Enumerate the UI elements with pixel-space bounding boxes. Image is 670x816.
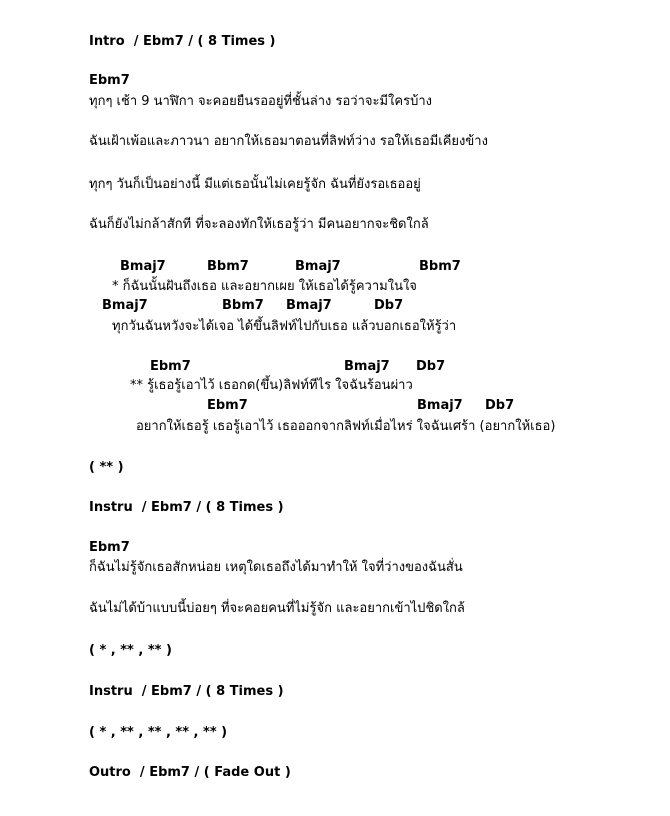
chorus-chord: Db7 bbox=[485, 398, 515, 413]
chorus-lyric-2: อยากให้เธอรู้ เธอรู้เอาไว้ เธอออกจากลิฟท์เมื่อไหร่ ใจฉันเศร้า (อยากให้เธอ) bbox=[136, 419, 556, 434]
prechorus-chord: Bbm7 bbox=[222, 298, 264, 313]
verse1-lyric-4: ฉันก็ยังไม่กล้าสักที ที่จะลองทักให้เธอรู้ว่า มีคนอยากจะชิดใกล้ bbox=[89, 217, 429, 232]
prechorus-lyric-2: ทุกวันฉันหวังจะได้เจอ ได้ขึ้นลิฟท์ไปกับเธอ แล้วบอกเธอให้รู้ว่า bbox=[112, 319, 457, 334]
prechorus-chord: Bmaj7 bbox=[120, 259, 166, 274]
chorus-chord: Ebm7 bbox=[150, 359, 191, 374]
verse2-lyric-1: ก็ฉันไม่รู้จักเธอสักหน่อย เหตุใดเธอถึงได้มาทำให้ ใจที่ว่างของฉันสั่น bbox=[89, 560, 463, 575]
prechorus-lyric-1: * ก็ฉันนั้นฝันถึงเธอ และอยากเผย ให้เธอได้รู้ความในใจ bbox=[112, 279, 417, 294]
chorus-chord: Ebm7 bbox=[207, 398, 248, 413]
repeat-marker: ( * , ** , ** ) bbox=[89, 643, 172, 658]
prechorus-chord: Bmaj7 bbox=[102, 298, 148, 313]
prechorus-chord: Bmaj7 bbox=[295, 259, 341, 274]
verse2-lyric-2: ฉันไม่ได้บ้าแบบนี้บ่อยๆ ที่จะคอยคนที่ไม่รู้จัก และอยากเข้าไปชิดใกล้ bbox=[89, 601, 465, 616]
instru-line: Instru / Ebm7 / ( 8 Times ) bbox=[89, 500, 284, 515]
verse2-chord: Ebm7 bbox=[89, 540, 130, 555]
prechorus-chord: Bmaj7 bbox=[286, 298, 332, 313]
verse1-lyric-3: ทุกๆ วันก็เป็นอย่างนี้ มีแต่เธอนั้นไม่เคยรู้จัก ฉันที่ยังรอเธออยู่ bbox=[89, 177, 421, 192]
chorus-lyric-1: ** รู้เธอรู้เอาไว้ เธอกด(ขึ้น)ลิฟท์ทีไร ใจฉันร้อนผ่าว bbox=[130, 378, 413, 393]
repeat-marker: ( * , ** , ** , ** , ** ) bbox=[89, 725, 228, 740]
intro-line: Intro / Ebm7 / ( 8 Times ) bbox=[89, 34, 276, 49]
repeat-marker: ( ** ) bbox=[89, 460, 124, 475]
prechorus-chord: Bbm7 bbox=[419, 259, 461, 274]
verse1-lyric-1: ทุกๆ เช้า 9 นาฬิกา จะคอยยืนรออยู่ที่ชั้นล่าง รอว่าจะมีใครบ้าง bbox=[89, 94, 432, 109]
chorus-chord: Bmaj7 bbox=[417, 398, 463, 413]
outro-line: Outro / Ebm7 / ( Fade Out ) bbox=[89, 765, 291, 780]
instru-line: Instru / Ebm7 / ( 8 Times ) bbox=[89, 684, 284, 699]
chorus-chord: Bmaj7 bbox=[344, 359, 390, 374]
verse1-chord: Ebm7 bbox=[89, 73, 130, 88]
verse1-lyric-2: ฉันเฝ้าเพ้อและภาวนา อยากให้เธอมาตอนที่ลิฟท์ว่าง รอให้เธอมีเคียงข้าง bbox=[89, 134, 488, 149]
prechorus-chord: Db7 bbox=[374, 298, 404, 313]
chorus-chord: Db7 bbox=[416, 359, 446, 374]
prechorus-chord: Bbm7 bbox=[207, 259, 249, 274]
